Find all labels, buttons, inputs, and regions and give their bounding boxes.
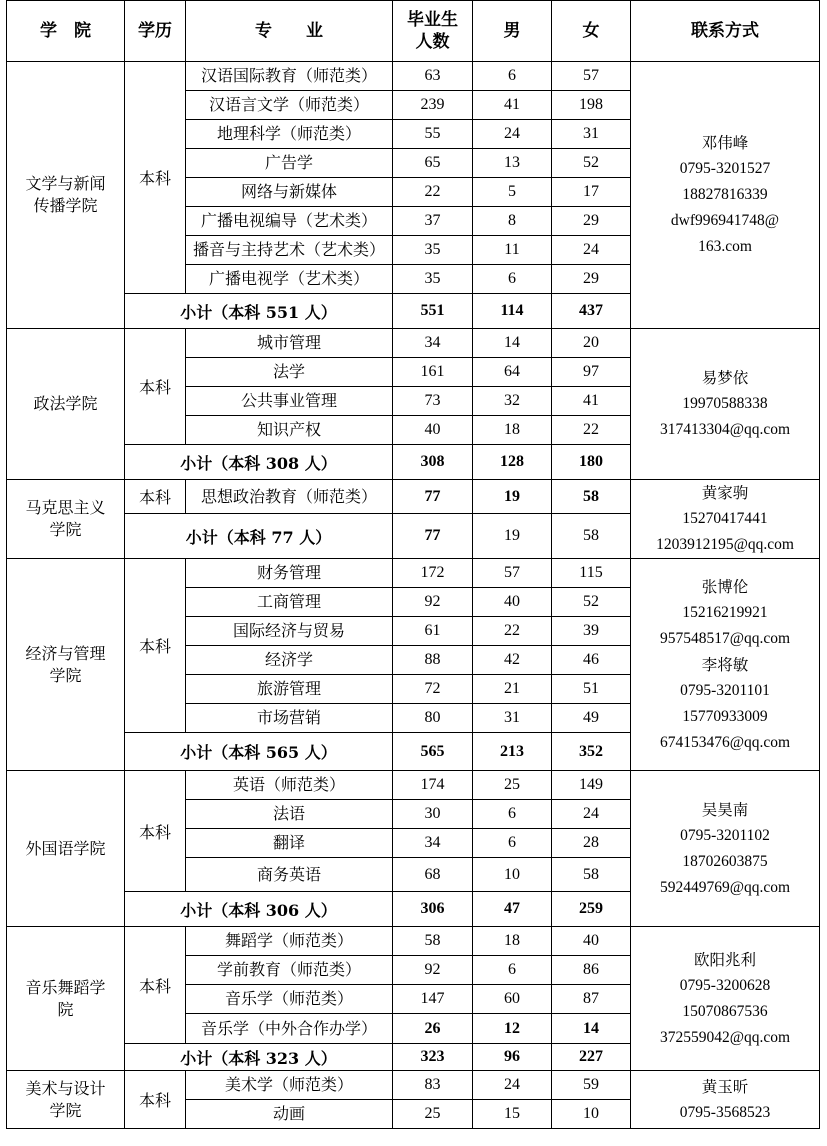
- major-name: 动画: [186, 1100, 393, 1129]
- total-cell: 35: [393, 236, 473, 265]
- college-name: 文学与新闻 传播学院: [7, 62, 125, 329]
- major-name: 广播电视学（艺术类）: [186, 265, 393, 294]
- female-cell: 39: [552, 617, 631, 646]
- major-name: 播音与主持艺术（艺术类）: [186, 236, 393, 265]
- subtotal-label: 小计（本科 308 人）: [125, 445, 393, 480]
- table-row: [7, 927, 820, 956]
- male-cell: 25: [473, 771, 552, 800]
- degree-cell: 本科: [125, 559, 186, 733]
- major-name: 经济学: [186, 646, 393, 675]
- college-name: 经济与管理 学院: [7, 559, 125, 771]
- male-cell: 13: [473, 149, 552, 178]
- subtotal-label: 小计（本科 551 人）: [125, 294, 393, 329]
- male-cell: 18: [473, 416, 552, 445]
- total-cell: 35: [393, 265, 473, 294]
- total-cell: 34: [393, 829, 473, 858]
- contact-cell: 吴昊南 0795-3201102 18702603875 592449769@qq.com: [631, 771, 820, 927]
- male-cell: 6: [473, 800, 552, 829]
- total-cell: 161: [393, 358, 473, 387]
- male-cell: 64: [473, 358, 552, 387]
- total-cell: 80: [393, 704, 473, 733]
- total-cell: 147: [393, 985, 473, 1014]
- total-cell: 92: [393, 956, 473, 985]
- subtotal-female: 259: [552, 892, 631, 927]
- subtotal-total: 565: [393, 733, 473, 771]
- contact-cell: 黄玉昕 0795-3568523: [631, 1071, 820, 1129]
- female-cell: 24: [552, 236, 631, 265]
- female-cell: 86: [552, 956, 631, 985]
- female-cell: 31: [552, 120, 631, 149]
- subtotal-total: 306: [393, 892, 473, 927]
- degree-cell: 本科: [125, 480, 186, 514]
- subtotal-male: 213: [473, 733, 552, 771]
- subtotal-male: 128: [473, 445, 552, 480]
- female-cell: 29: [552, 207, 631, 236]
- total-cell: 72: [393, 675, 473, 704]
- college-name: 音乐舞蹈学 院: [7, 927, 125, 1071]
- subtotal-male: 47: [473, 892, 552, 927]
- graduates-table: [6, 0, 820, 1129]
- major-name: 音乐学（师范类）: [186, 985, 393, 1014]
- female-cell: 41: [552, 387, 631, 416]
- male-cell: 11: [473, 236, 552, 265]
- female-cell: 57: [552, 62, 631, 91]
- degree-cell: 本科: [125, 1071, 186, 1129]
- college-name: 外国语学院: [7, 771, 125, 927]
- subtotal-label: 小计（本科 77 人）: [125, 514, 393, 559]
- contact-cell: 黄家驹 15270417441 1203912195@qq.com: [631, 480, 820, 559]
- male-cell: 8: [473, 207, 552, 236]
- female-cell: 52: [552, 149, 631, 178]
- total-cell: 55: [393, 120, 473, 149]
- major-name: 英语（师范类）: [186, 771, 393, 800]
- header-row: [7, 1, 820, 62]
- header-graduates: 毕业生人数: [393, 1, 473, 62]
- male-cell: 31: [473, 704, 552, 733]
- major-name: 国际经济与贸易: [186, 617, 393, 646]
- degree-cell: 本科: [125, 927, 186, 1044]
- subtotal-male: 114: [473, 294, 552, 329]
- header-major: 专 业: [186, 1, 393, 62]
- major-name: 汉语国际教育（师范类）: [186, 62, 393, 91]
- male-cell: 42: [473, 646, 552, 675]
- degree-cell: 本科: [125, 62, 186, 294]
- male-cell: 41: [473, 91, 552, 120]
- subtotal-label: 小计（本科 565 人）: [125, 733, 393, 771]
- major-name: 汉语言文学（师范类）: [186, 91, 393, 120]
- male-cell: 19: [473, 480, 552, 514]
- male-cell: 15: [473, 1100, 552, 1129]
- male-cell: 40: [473, 588, 552, 617]
- total-cell: 58: [393, 927, 473, 956]
- major-name: 法学: [186, 358, 393, 387]
- header-college: 学 院: [7, 1, 125, 62]
- female-cell: 28: [552, 829, 631, 858]
- table-row: [7, 771, 820, 800]
- major-name: 翻译: [186, 829, 393, 858]
- total-cell: 92: [393, 588, 473, 617]
- total-cell: 65: [393, 149, 473, 178]
- male-cell: 21: [473, 675, 552, 704]
- total-cell: 30: [393, 800, 473, 829]
- major-name: 旅游管理: [186, 675, 393, 704]
- male-cell: 12: [473, 1014, 552, 1044]
- male-cell: 6: [473, 265, 552, 294]
- subtotal-total: 77: [393, 514, 473, 559]
- major-name: 音乐学（中外合作办学）: [186, 1014, 393, 1044]
- table-row: [7, 329, 820, 358]
- header-female: 女: [552, 1, 631, 62]
- subtotal-label: 小计（本科 323 人）: [125, 1044, 393, 1071]
- major-name: 知识产权: [186, 416, 393, 445]
- subtotal-total: 551: [393, 294, 473, 329]
- total-cell: 172: [393, 559, 473, 588]
- major-name: 城市管理: [186, 329, 393, 358]
- header-degree: 学历: [125, 1, 186, 62]
- male-cell: 14: [473, 329, 552, 358]
- female-cell: 40: [552, 927, 631, 956]
- male-cell: 57: [473, 559, 552, 588]
- total-cell: 22: [393, 178, 473, 207]
- male-cell: 10: [473, 858, 552, 892]
- major-name: 学前教育（师范类）: [186, 956, 393, 985]
- major-name: 地理科学（师范类）: [186, 120, 393, 149]
- major-name: 市场营销: [186, 704, 393, 733]
- table-row: [7, 62, 820, 91]
- male-cell: 6: [473, 956, 552, 985]
- total-cell: 34: [393, 329, 473, 358]
- total-cell: 77: [393, 480, 473, 514]
- total-cell: 63: [393, 62, 473, 91]
- major-name: 舞蹈学（师范类）: [186, 927, 393, 956]
- female-cell: 149: [552, 771, 631, 800]
- female-cell: 24: [552, 800, 631, 829]
- total-cell: 68: [393, 858, 473, 892]
- female-cell: 59: [552, 1071, 631, 1100]
- female-cell: 97: [552, 358, 631, 387]
- female-cell: 52: [552, 588, 631, 617]
- subtotal-male: 96: [473, 1044, 552, 1071]
- total-cell: 40: [393, 416, 473, 445]
- header-male: 男: [473, 1, 552, 62]
- female-cell: 87: [552, 985, 631, 1014]
- total-cell: 88: [393, 646, 473, 675]
- major-name: 财务管理: [186, 559, 393, 588]
- total-cell: 239: [393, 91, 473, 120]
- total-cell: 73: [393, 387, 473, 416]
- female-cell: 58: [552, 480, 631, 514]
- degree-cell: 本科: [125, 771, 186, 892]
- female-cell: 58: [552, 858, 631, 892]
- table-row: [7, 480, 820, 514]
- major-name: 工商管理: [186, 588, 393, 617]
- female-cell: 17: [552, 178, 631, 207]
- male-cell: 6: [473, 829, 552, 858]
- college-name: 政法学院: [7, 329, 125, 480]
- female-cell: 115: [552, 559, 631, 588]
- total-cell: 26: [393, 1014, 473, 1044]
- male-cell: 24: [473, 120, 552, 149]
- female-cell: 46: [552, 646, 631, 675]
- degree-cell: 本科: [125, 329, 186, 445]
- subtotal-label: 小计（本科 306 人）: [125, 892, 393, 927]
- female-cell: 14: [552, 1014, 631, 1044]
- male-cell: 24: [473, 1071, 552, 1100]
- total-cell: 37: [393, 207, 473, 236]
- subtotal-female: 180: [552, 445, 631, 480]
- total-cell: 83: [393, 1071, 473, 1100]
- major-name: 美术学（师范类）: [186, 1071, 393, 1100]
- female-cell: 51: [552, 675, 631, 704]
- header-contact: 联系方式: [631, 1, 820, 62]
- contact-cell: 欧阳兆利 0795-3200628 15070867536 372559042@qq.com: [631, 927, 820, 1071]
- male-cell: 5: [473, 178, 552, 207]
- male-cell: 22: [473, 617, 552, 646]
- college-name: 马克思主义 学院: [7, 480, 125, 559]
- subtotal-male: 19: [473, 514, 552, 559]
- female-cell: 22: [552, 416, 631, 445]
- female-cell: 198: [552, 91, 631, 120]
- major-name: 广告学: [186, 149, 393, 178]
- table-row: [7, 559, 820, 588]
- male-cell: 32: [473, 387, 552, 416]
- table-row: [7, 1071, 820, 1100]
- major-name: 广播电视编导（艺术类）: [186, 207, 393, 236]
- subtotal-female: 352: [552, 733, 631, 771]
- subtotal-female: 227: [552, 1044, 631, 1071]
- major-name: 思想政治教育（师范类）: [186, 480, 393, 514]
- major-name: 网络与新媒体: [186, 178, 393, 207]
- subtotal-total: 308: [393, 445, 473, 480]
- female-cell: 49: [552, 704, 631, 733]
- female-cell: 29: [552, 265, 631, 294]
- contact-cell: 易梦依 19970588338 317413304@qq.com: [631, 329, 820, 480]
- major-name: 商务英语: [186, 858, 393, 892]
- male-cell: 60: [473, 985, 552, 1014]
- major-name: 公共事业管理: [186, 387, 393, 416]
- total-cell: 61: [393, 617, 473, 646]
- contact-cell: 张博伦 15216219921 957548517@qq.com 李将敏 0795-3201101 15770933009 674153476@qq.com: [631, 559, 820, 771]
- total-cell: 174: [393, 771, 473, 800]
- female-cell: 10: [552, 1100, 631, 1129]
- major-name: 法语: [186, 800, 393, 829]
- subtotal-total: 323: [393, 1044, 473, 1071]
- male-cell: 18: [473, 927, 552, 956]
- subtotal-female: 58: [552, 514, 631, 559]
- college-name: 美术与设计 学院: [7, 1071, 125, 1129]
- female-cell: 20: [552, 329, 631, 358]
- male-cell: 6: [473, 62, 552, 91]
- contact-cell: 邓伟峰 0795-3201527 18827816339 dwf996941748@ 163.com: [631, 62, 820, 329]
- subtotal-female: 437: [552, 294, 631, 329]
- total-cell: 25: [393, 1100, 473, 1129]
